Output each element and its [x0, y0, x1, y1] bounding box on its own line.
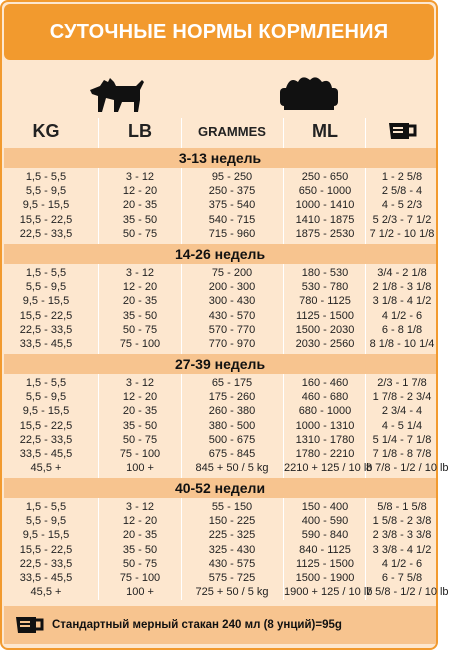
cups-cell: 7 1/2 - 10 1/8: [369, 227, 435, 240]
table-row: [2, 184, 440, 198]
lb-cell: 20 - 35: [122, 199, 158, 212]
grammes-cell: 725 + 50 / 5 kg: [195, 586, 269, 599]
section-header-27-39: 27-39 недель: [4, 354, 436, 374]
cups-cell: 8 1/8 - 10 1/4: [369, 337, 435, 350]
header-kg: KG: [32, 120, 60, 141]
food-bowl-icon: [276, 72, 342, 112]
lb-cell: 3 - 12: [125, 267, 155, 279]
table-row: [2, 266, 440, 280]
table-row: [2, 528, 440, 542]
cups-cell: 4 1/2 - 6: [381, 309, 423, 322]
ml-cell: 840 - 1125: [299, 543, 351, 556]
ml-cell: 460 - 680: [301, 391, 349, 404]
kg-cell: 33,5 - 45,5: [19, 447, 73, 460]
ml-cell: 2210 + 125 / 10 lb: [284, 462, 373, 475]
ml-cell: 1410 - 1875: [295, 213, 355, 226]
grammes-cell: 675 - 845: [208, 447, 256, 460]
ml-cell: 1000 - 1310: [295, 419, 355, 432]
table-row: [2, 543, 440, 557]
chart-title: СУТОЧНЫЕ НОРМЫ КОРМЛЕНИЯ: [49, 20, 389, 43]
grammes-cell: 540 - 715: [208, 213, 256, 226]
cups-cell: 1 5/8 - 2 3/8: [372, 515, 432, 528]
lb-cell: 35 - 50: [122, 213, 158, 226]
footer-note: [4, 606, 436, 644]
kg-cell: 5,5 - 9,5: [25, 281, 67, 294]
ml-cell: 1310 - 1780: [295, 433, 355, 446]
grammes-cell: 200 - 300: [208, 281, 256, 294]
grammes-cell: 150 - 225: [208, 515, 256, 528]
table-row: [2, 323, 440, 337]
header-grammes: GRAMMES: [198, 123, 266, 139]
kg-cell: 5,5 - 9,5: [25, 391, 67, 404]
table-row: [2, 514, 440, 528]
ml-cell: 180 - 530: [301, 267, 349, 279]
lb-cell: 3 - 12: [125, 501, 155, 513]
grammes-cell: 845 + 50 / 5 kg: [195, 462, 269, 475]
section-rows-14-26: [2, 266, 440, 351]
ml-cell: 1500 - 1900: [295, 571, 355, 584]
kg-cell: 15,5 - 22,5: [19, 419, 73, 432]
ml-cell: 2030 - 2560: [295, 337, 355, 350]
kg-cell: 45,5 +: [30, 586, 62, 599]
kg-cell: 45,5 +: [30, 462, 62, 475]
table-row: [2, 376, 440, 390]
cups-cell: 7 5/8 - 1/2 / 10 lb: [366, 586, 449, 599]
cups-cell: 7 1/8 - 8 7/8: [372, 447, 432, 460]
ml-cell: 780 - 1125: [299, 295, 351, 308]
lb-cell: 3 - 12: [125, 377, 155, 389]
kg-cell: 33,5 - 45,5: [19, 571, 73, 584]
table-row: [2, 585, 449, 599]
cups-cell: 5/8 - 1 5/8: [377, 501, 427, 513]
grammes-cell: 430 - 575: [208, 557, 256, 570]
table-row: [2, 213, 440, 227]
footer-text: Стандартный мерный стакан 240 мл (8 унций)=95g: [52, 619, 342, 631]
grammes-cell: 770 - 970: [208, 337, 256, 350]
ml-cell: 1500 - 2030: [295, 323, 355, 336]
section-header-14-26: 14-26 недель: [4, 244, 436, 264]
table-row: [2, 170, 440, 184]
kg-cell: 9,5 - 15,5: [22, 529, 70, 542]
cups-cell: 5 2/3 - 7 1/2: [372, 213, 432, 226]
lb-cell: 100 +: [126, 586, 154, 599]
ml-cell: 1780 - 2210: [295, 447, 355, 460]
grammes-cell: 55 - 150: [211, 501, 253, 513]
grammes-cell: 570 - 770: [208, 323, 256, 336]
ml-cell: 150 - 400: [301, 501, 349, 513]
kg-cell: 9,5 - 15,5: [22, 199, 70, 212]
table-row: [2, 390, 440, 404]
table-row: [2, 227, 440, 241]
table-row: [2, 500, 440, 514]
grammes-cell: 175 - 260: [208, 391, 256, 404]
grammes-cell: 65 - 175: [211, 377, 253, 389]
ml-cell: 680 - 1000: [298, 405, 352, 418]
lb-cell: 75 - 100: [119, 571, 161, 584]
cups-cell: 2 5/8 - 4: [381, 185, 423, 198]
ml-cell: 250 - 650: [301, 171, 349, 183]
lb-cell: 50 - 75: [122, 433, 158, 446]
lb-cell: 35 - 50: [122, 543, 158, 556]
table-row: [2, 419, 440, 433]
lb-cell: 75 - 100: [119, 447, 161, 460]
header-icons: [2, 64, 440, 114]
grammes-cell: 380 - 500: [208, 419, 256, 432]
lb-cell: 75 - 100: [119, 337, 161, 350]
lb-cell: 50 - 75: [122, 227, 158, 240]
table-row: [2, 447, 440, 461]
kg-cell: 5,5 - 9,5: [25, 185, 67, 198]
cups-cell: 1 7/8 - 2 3/4: [372, 391, 432, 404]
table-row: [2, 294, 440, 308]
header-ml: ML: [312, 120, 338, 141]
kg-cell: 22,5 - 33,5: [19, 433, 73, 446]
cups-cell: 2 3/4 - 4: [381, 405, 423, 418]
grammes-cell: 575 - 725: [208, 571, 256, 584]
table-row: [2, 461, 449, 475]
table-row: [2, 280, 440, 294]
table-row: [2, 557, 440, 571]
column-header-row: [2, 118, 440, 144]
section-rows-40-52: [2, 500, 449, 599]
measuring-cup-icon: [387, 121, 417, 141]
lb-cell: 20 - 35: [122, 405, 158, 418]
grammes-cell: 75 - 200: [211, 267, 253, 279]
cups-cell: 3 1/8 - 4 1/2: [372, 295, 432, 308]
grammes-cell: 260 - 380: [208, 405, 256, 418]
kg-cell: 9,5 - 15,5: [22, 295, 70, 308]
ml-cell: 400 - 590: [301, 515, 349, 528]
lb-cell: 100 +: [126, 462, 154, 475]
lb-cell: 3 - 12: [125, 171, 155, 183]
grammes-cell: 325 - 430: [208, 543, 256, 556]
grammes-cell: 225 - 325: [208, 529, 256, 542]
table-row: [2, 433, 440, 447]
ml-cell: 590 - 840: [301, 529, 349, 542]
grammes-cell: 500 - 675: [208, 433, 256, 446]
table-row: [2, 198, 440, 212]
kg-cell: 1,5 - 5,5: [25, 171, 67, 183]
section-header-40-52: 40-52 недели: [4, 478, 436, 498]
grammes-cell: 250 - 375: [208, 185, 256, 198]
ml-cell: 1125 - 1500: [296, 557, 354, 570]
cups-cell: 4 - 5 1/4: [381, 419, 423, 432]
kg-cell: 1,5 - 5,5: [25, 267, 67, 279]
kg-cell: 15,5 - 22,5: [19, 213, 73, 226]
table-row: [2, 337, 440, 351]
lb-cell: 35 - 50: [122, 419, 158, 432]
cups-cell: 3 3/8 - 4 1/2: [372, 543, 432, 556]
ml-cell: 1000 - 1410: [295, 199, 355, 212]
title-bar: [4, 4, 434, 60]
section-rows-3-13: [2, 170, 440, 241]
cups-cell: 4 1/2 - 6: [381, 557, 423, 570]
kg-cell: 15,5 - 22,5: [19, 543, 73, 556]
grammes-cell: 375 - 540: [208, 199, 256, 212]
grammes-cell: 300 - 430: [208, 295, 256, 308]
kg-cell: 22,5 - 33,5: [19, 557, 73, 570]
cups-cell: 3/4 - 2 1/8: [377, 267, 427, 279]
cups-cell: 5 1/4 - 7 1/8: [372, 433, 432, 446]
lb-cell: 12 - 20: [122, 391, 158, 404]
kg-cell: 22,5 - 33,5: [19, 227, 73, 240]
ml-cell: 1125 - 1500: [296, 309, 354, 322]
ml-cell: 1900 + 125 / 10 lb: [284, 586, 373, 599]
ml-cell: 530 - 780: [301, 281, 349, 294]
cups-cell: 2 1/8 - 3 1/8: [372, 281, 432, 294]
kg-cell: 15,5 - 22,5: [19, 309, 73, 322]
kg-cell: 9,5 - 15,5: [22, 405, 70, 418]
grammes-cell: 95 - 250: [211, 171, 253, 183]
section-rows-27-39: [2, 376, 449, 475]
cups-cell: 8 7/8 - 1/2 / 10 lb: [366, 462, 449, 475]
kg-cell: 5,5 - 9,5: [25, 515, 67, 528]
table-row: [2, 571, 440, 585]
kg-cell: 1,5 - 5,5: [25, 501, 67, 513]
measuring-cup-icon: [14, 615, 44, 635]
lb-cell: 50 - 75: [122, 557, 158, 570]
kg-cell: 33,5 - 45,5: [19, 337, 73, 350]
cups-cell: 2 3/8 - 3 3/8: [372, 529, 432, 542]
lb-cell: 12 - 20: [122, 185, 158, 198]
table-row: [2, 309, 440, 323]
lb-cell: 12 - 20: [122, 281, 158, 294]
header-lb: LB: [128, 120, 152, 141]
grammes-cell: 715 - 960: [208, 227, 256, 240]
cups-cell: 2/3 - 1 7/8: [377, 377, 427, 389]
cups-cell: 1 - 2 5/8: [381, 171, 423, 183]
lb-cell: 12 - 20: [122, 515, 158, 528]
cups-cell: 4 - 5 2/3: [381, 199, 423, 212]
grammes-cell: 430 - 570: [208, 309, 256, 322]
ml-cell: 650 - 1000: [298, 185, 352, 198]
table-row: [2, 404, 440, 418]
lb-cell: 50 - 75: [122, 323, 158, 336]
kg-cell: 22,5 - 33,5: [19, 323, 73, 336]
cups-cell: 6 - 8 1/8: [381, 323, 423, 336]
cups-cell: 6 - 7 5/8: [381, 571, 423, 584]
lb-cell: 20 - 35: [122, 295, 158, 308]
ml-cell: 1875 - 2530: [295, 227, 355, 240]
lb-cell: 20 - 35: [122, 529, 158, 542]
kg-cell: 1,5 - 5,5: [25, 377, 67, 389]
lb-cell: 35 - 50: [122, 309, 158, 322]
ml-cell: 160 - 460: [301, 377, 349, 389]
header-cups: [366, 118, 438, 144]
dog-icon: [86, 70, 146, 114]
section-header-3-13: 3-13 недель: [4, 148, 436, 168]
